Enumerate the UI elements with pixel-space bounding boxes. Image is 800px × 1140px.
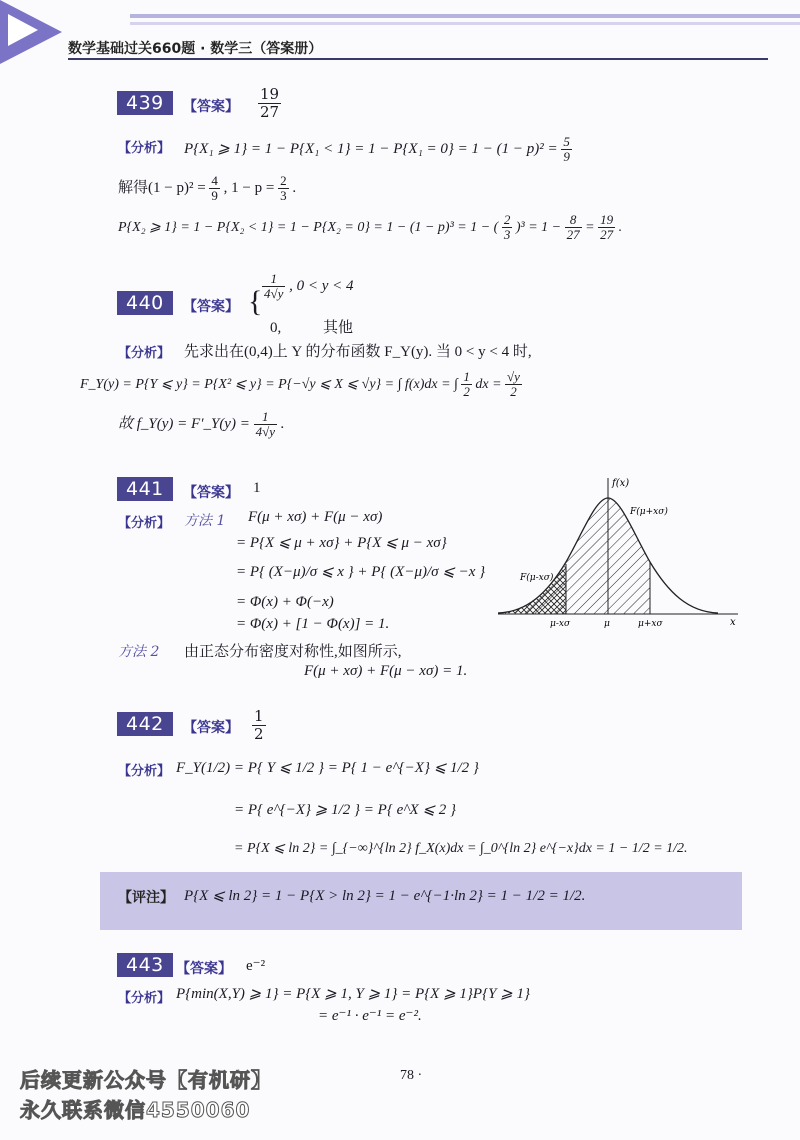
q442-line2: = P{ e^{−X} ⩾ 1/2 } = P{ e^X ⩽ 2 } xyxy=(234,802,457,818)
answer-442: $\frac{1}{2}$ xyxy=(254,707,264,743)
watermark-line1: 后续更新公众号【有机研】 xyxy=(20,1068,272,1092)
problem-number-440: 440 xyxy=(117,291,173,315)
header-bar xyxy=(130,14,800,18)
analysis-label: 【分析】 xyxy=(118,991,171,1006)
cases-brace: { xyxy=(248,285,263,318)
analysis-label: 【分析】 xyxy=(118,764,171,779)
y-axis-label: f(x) xyxy=(612,478,630,489)
q441-m2-l1: 由正态分布密度对称性,如图所示, xyxy=(184,644,402,660)
q439-line1: P{X₁ ⩾ 1} = 1 − P{X₁ < 1} = 1 − P{X₁ = 0} = 1 − (1 − p)² = $\frac{5}{9}$ xyxy=(184,134,570,165)
q441-m1-l4: = Φ(x) + Φ(−x) xyxy=(236,594,334,610)
q441-m1-l1: F(μ + xσ) + F(μ − xσ) xyxy=(248,509,383,525)
note-label: 【评注】 xyxy=(118,890,174,906)
q440-line2: F_Y(y) = P{Y ⩽ y} = P{X² ⩽ y} = P{−√y ⩽ X ⩽ √y} = ∫ f(x)dx = ∫ $\frac{1}{2}$ dx = $\frac{√y}{2}$ xyxy=(80,369,520,400)
q441-m2-l2: F(μ + xσ) + F(μ − xσ) = 1. xyxy=(304,663,468,679)
q441-m1-l3: = P{ (X−μ)/σ ⩽ x } + P{ (X−μ)/σ ⩽ −x } xyxy=(236,564,486,580)
q440-case2: 0, 其他 xyxy=(270,320,354,336)
answer-label: 【答案】 xyxy=(183,299,239,315)
q442-line3: = P{X ⩽ ln 2} = ∫_{−∞}^{ln 2} f_X(x)dx = ∫_0^{ln 2} e^{−x}dx = 1 − 1/2 = 1/2. xyxy=(234,841,688,856)
method-2-label: 方法 2 xyxy=(118,644,160,660)
header-bar-light xyxy=(130,22,800,25)
q442-line1: F_Y(1/2) = P{ Y ⩽ 1/2 } = P{ 1 − e^{−X} ⩽ 1/2 } xyxy=(176,760,479,776)
answer-label: 【答案】 xyxy=(183,720,239,736)
q440-line1: 先求出在(0,4)上 Y 的分布函数 F_Y(y). 当 0 < y < 4 时, xyxy=(184,344,532,360)
answer-441: 1 xyxy=(253,480,261,496)
q441-m1-l2: = P{X ⩽ μ + xσ} + P{X ⩽ μ − xσ} xyxy=(236,535,447,551)
answer-443: e⁻² xyxy=(246,958,266,974)
page-header-title: 数学基础过关660题 · 数学三（答案册） xyxy=(68,41,323,57)
q442-note: P{X ⩽ ln 2} = 1 − P{X > ln 2} = 1 − e^{−1·ln 2} = 1 − 1/2 = 1/2. xyxy=(184,888,586,904)
answer-label: 【答案】 xyxy=(183,99,239,115)
left-area-label: F(μ-xσ) xyxy=(520,573,554,583)
watermark-line2: 永久联系微信4550060 xyxy=(20,1098,251,1122)
q439-line3: P{X₂ ⩾ 1} = 1 − P{X₂ < 1} = 1 − P{X₂ = 0} = 1 − (1 − p)³ = 1 − ( $\frac{2}{3}$ )³ = 1 − $\frac{8}{27}$ = $\frac{19}{27}$ . xyxy=(118,212,623,243)
problem-number-441: 441 xyxy=(117,477,173,501)
q443-line1: P{min(X,Y) ⩾ 1} = P{X ⩾ 1, Y ⩾ 1} = P{X ⩾ 1}P{Y ⩾ 1} xyxy=(176,986,530,1002)
header-decoration-inner xyxy=(8,14,38,46)
method-1-label: 方法 1 xyxy=(184,513,226,529)
analysis-label: 【分析】 xyxy=(118,516,171,531)
q443-line2: = e⁻¹ · e⁻¹ = e⁻². xyxy=(318,1008,422,1024)
problem-number-442: 442 xyxy=(117,712,173,736)
answer-439: $\frac{19}{27}$ xyxy=(260,85,280,121)
problem-number-443: 443 xyxy=(117,953,173,977)
normal-density-figure xyxy=(488,472,748,632)
answer-label: 【答案】 xyxy=(176,961,232,977)
problem-number-439: 439 xyxy=(117,91,173,115)
page-number: 78 · xyxy=(400,1068,423,1083)
area-f-mu-plus-xsigma xyxy=(498,498,650,614)
analysis-label: 【分析】 xyxy=(118,346,171,361)
q441-m1-l5: = Φ(x) + [1 − Φ(x)] = 1. xyxy=(236,616,390,632)
tick-mu-minus: μ-xσ xyxy=(550,619,571,629)
tick-mu: μ xyxy=(604,619,610,629)
q440-line3: 故 f_Y(y) = F′_Y(y) = $\frac{1}{4√y}$ . xyxy=(118,409,285,440)
q440-case1: $\frac{1}{4√y}$ , 0 < y < 4 xyxy=(264,271,354,302)
tick-mu-plus: μ+xσ xyxy=(638,619,663,629)
answer-label: 【答案】 xyxy=(183,485,239,501)
header-rule xyxy=(68,58,768,60)
q439-line2: 解得(1 − p)² = $\frac{4}{9}$ , 1 − p = $\frac{2}{3}$ . xyxy=(118,173,297,204)
analysis-label: 【分析】 xyxy=(118,141,171,156)
area-f-mu-minus-xsigma xyxy=(498,564,566,614)
x-axis-label: x xyxy=(730,617,736,628)
right-area-label: F(μ+xσ) xyxy=(630,507,668,517)
